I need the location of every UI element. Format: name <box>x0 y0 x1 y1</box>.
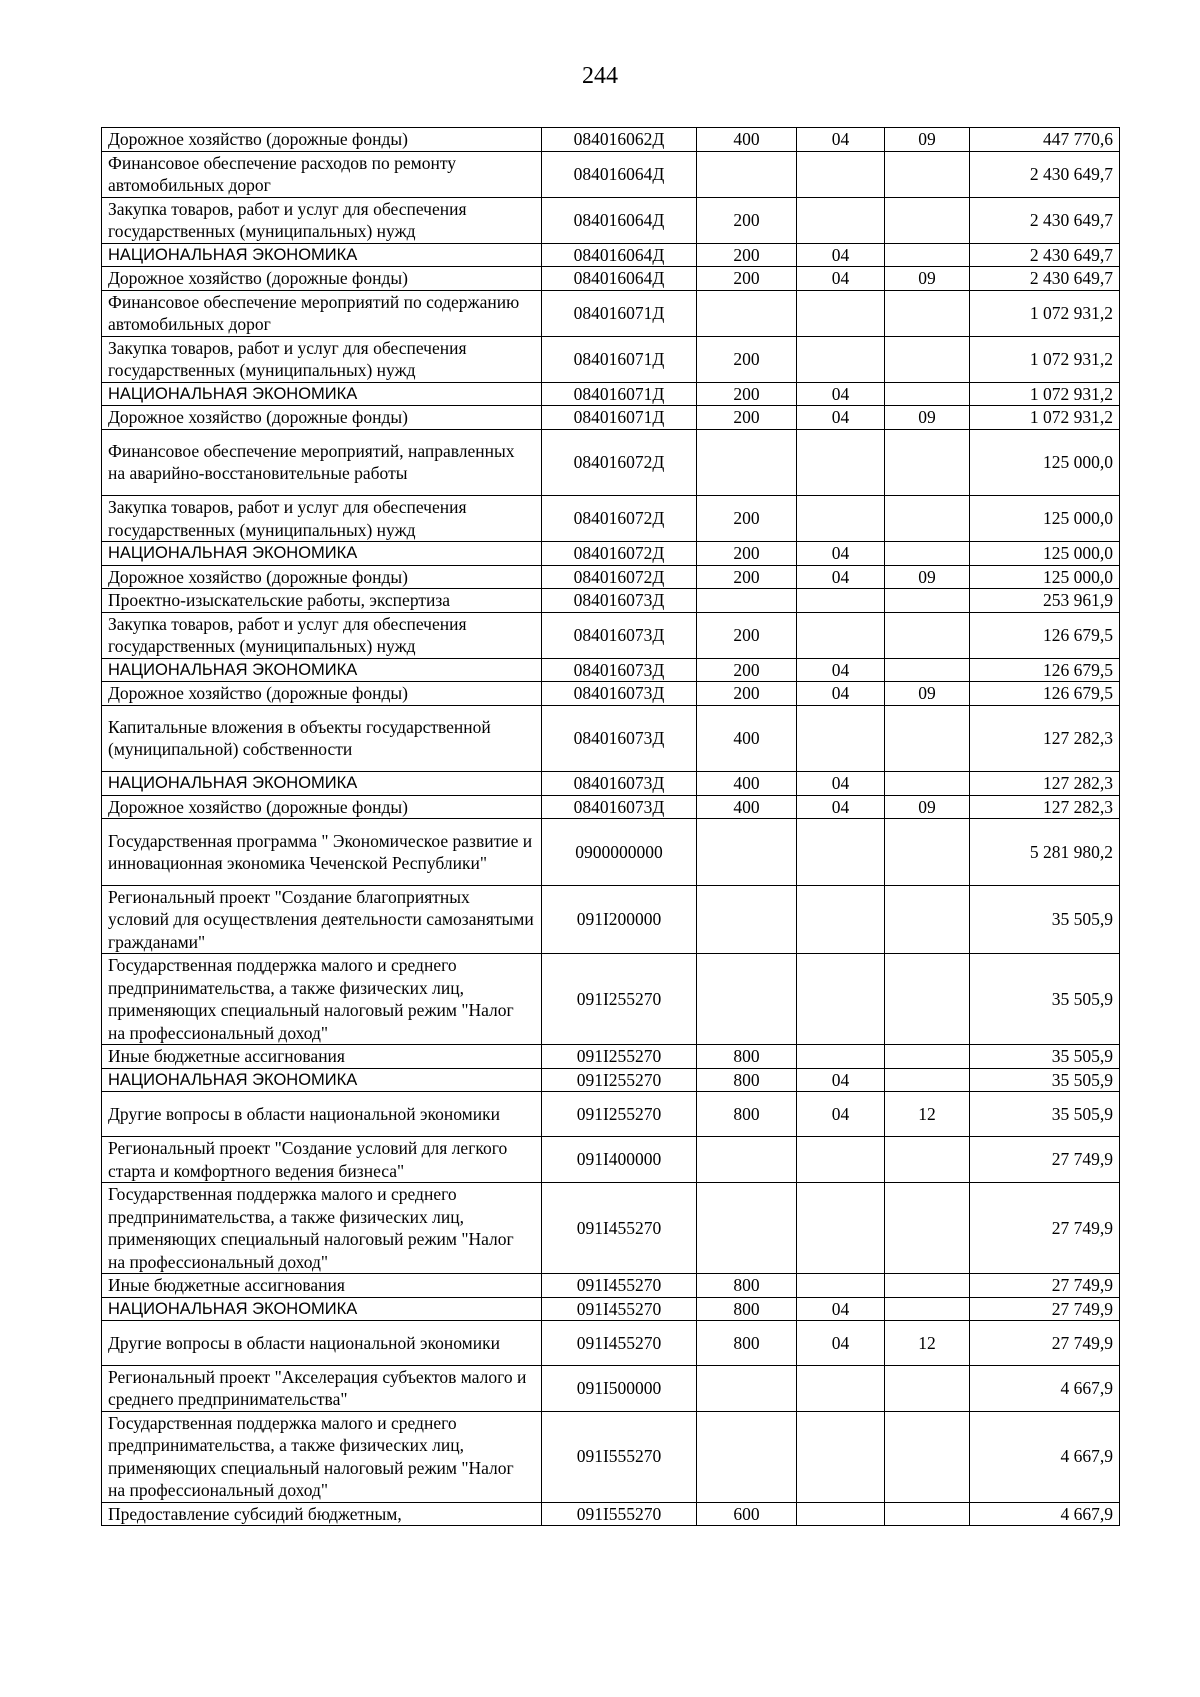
row-name-cell: Дорожное хозяйство (дорожные фонды) <box>102 267 542 291</box>
table-row <box>102 406 1120 430</box>
row-sum-cell: 125 000,0 <box>970 565 1120 589</box>
row-subsection-cell: 12 <box>885 1321 970 1366</box>
row-sum-cell: 35 505,9 <box>970 1045 1120 1069</box>
row-name-cell: Иные бюджетные ассигнования <box>102 1045 542 1069</box>
row-code-cell: 091I555270 <box>542 1411 697 1502</box>
row-name-cell: НАЦИОНАЛЬНАЯ ЭКОНОМИКА <box>102 1068 542 1092</box>
row-sum-cell: 27 749,9 <box>970 1137 1120 1183</box>
table-row <box>102 682 1120 706</box>
row-sum-cell: 4 667,9 <box>970 1502 1120 1526</box>
row-name-cell: Дорожное хозяйство (дорожные фонды) <box>102 406 542 430</box>
row-section-cell <box>797 1045 885 1069</box>
row-subsection-cell <box>885 1137 970 1183</box>
row-code-cell: 084016071Д <box>542 382 697 406</box>
table-row <box>102 1137 1120 1183</box>
row-section-cell <box>797 1274 885 1298</box>
row-subsection-cell <box>885 336 970 382</box>
row-type-cell: 200 <box>697 382 797 406</box>
row-name-cell: Дорожное хозяйство (дорожные фонды) <box>102 128 542 152</box>
table-row <box>102 1502 1120 1526</box>
row-sum-cell: 27 749,9 <box>970 1297 1120 1321</box>
table-row <box>102 589 1120 613</box>
row-name-cell: Финансовое обеспечение мероприятий по содержанию автомобильных дорог <box>102 290 542 336</box>
row-sum-cell: 27 749,9 <box>970 1274 1120 1298</box>
row-code-cell: 084016073Д <box>542 772 697 796</box>
row-name-cell: НАЦИОНАЛЬНАЯ ЭКОНОМИКА <box>102 658 542 682</box>
row-type-cell: 800 <box>697 1068 797 1092</box>
row-type-cell: 800 <box>697 1092 797 1137</box>
row-name-cell: Финансовое обеспечение мероприятий, направленных на аварийно-восстановительные работы <box>102 429 542 496</box>
row-subsection-cell <box>885 290 970 336</box>
row-code-cell: 091I455270 <box>542 1321 697 1366</box>
row-section-cell: 04 <box>797 682 885 706</box>
row-type-cell: 200 <box>697 197 797 243</box>
row-subsection-cell <box>885 589 970 613</box>
row-sum-cell: 4 667,9 <box>970 1411 1120 1502</box>
table-row <box>102 565 1120 589</box>
table-row <box>102 1274 1120 1298</box>
row-sum-cell: 2 430 649,7 <box>970 197 1120 243</box>
row-name-cell: НАЦИОНАЛЬНАЯ ЭКОНОМИКА <box>102 542 542 566</box>
row-subsection-cell <box>885 658 970 682</box>
row-section-cell <box>797 885 885 954</box>
row-type-cell <box>697 1137 797 1183</box>
row-section-cell <box>797 612 885 658</box>
row-subsection-cell <box>885 1297 970 1321</box>
row-name-cell: Другие вопросы в области национальной экономики <box>102 1321 542 1366</box>
row-code-cell: 091I255270 <box>542 1092 697 1137</box>
row-name-cell: Закупка товаров, работ и услуг для обеспечения государственных (муниципальных) нужд <box>102 197 542 243</box>
row-code-cell: 084016064Д <box>542 243 697 267</box>
page-number: 244 <box>582 63 618 89</box>
table-row <box>102 429 1120 496</box>
row-name-cell: Иные бюджетные ассигнования <box>102 1274 542 1298</box>
row-section-cell <box>797 197 885 243</box>
row-code-cell: 084016073Д <box>542 682 697 706</box>
table-row <box>102 612 1120 658</box>
row-type-cell: 200 <box>697 658 797 682</box>
row-type-cell <box>697 1183 797 1274</box>
row-subsection-cell: 09 <box>885 795 970 819</box>
row-type-cell: 200 <box>697 406 797 430</box>
row-type-cell: 600 <box>697 1502 797 1526</box>
row-name-cell: Финансовое обеспечение расходов по ремонту автомобильных дорог <box>102 151 542 197</box>
row-code-cell: 084016073Д <box>542 705 697 772</box>
row-type-cell <box>697 819 797 886</box>
row-name-cell: Государственная программа " Экономическое развитие и инновационная экономика Чеченской Республики" <box>102 819 542 886</box>
row-sum-cell: 126 679,5 <box>970 682 1120 706</box>
row-name-cell: Государственная поддержка малого и среднего предпринимательства, а также физических лиц, применяющих специальный налоговый режим "Налог на профессиональный доход" <box>102 1183 542 1274</box>
row-subsection-cell: 09 <box>885 682 970 706</box>
row-code-cell: 091I255270 <box>542 954 697 1045</box>
row-type-cell <box>697 1411 797 1502</box>
row-subsection-cell: 12 <box>885 1092 970 1137</box>
table-row <box>102 658 1120 682</box>
row-code-cell: 091I200000 <box>542 885 697 954</box>
row-section-cell <box>797 429 885 496</box>
row-code-cell: 0900000000 <box>542 819 697 886</box>
row-name-cell: НАЦИОНАЛЬНАЯ ЭКОНОМИКА <box>102 1297 542 1321</box>
row-sum-cell: 27 749,9 <box>970 1321 1120 1366</box>
row-section-cell <box>797 496 885 542</box>
row-subsection-cell <box>885 954 970 1045</box>
row-sum-cell: 4 667,9 <box>970 1365 1120 1411</box>
table-row <box>102 885 1120 954</box>
row-sum-cell: 127 282,3 <box>970 795 1120 819</box>
row-type-cell <box>697 885 797 954</box>
row-subsection-cell: 09 <box>885 128 970 152</box>
row-name-cell: Дорожное хозяйство (дорожные фонды) <box>102 682 542 706</box>
row-subsection-cell <box>885 1411 970 1502</box>
table-row <box>102 128 1120 152</box>
row-type-cell: 400 <box>697 128 797 152</box>
table-row <box>102 705 1120 772</box>
row-type-cell: 800 <box>697 1297 797 1321</box>
row-name-cell: НАЦИОНАЛЬНАЯ ЭКОНОМИКА <box>102 772 542 796</box>
row-type-cell: 800 <box>697 1321 797 1366</box>
row-type-cell: 200 <box>697 612 797 658</box>
table-row <box>102 954 1120 1045</box>
row-subsection-cell <box>885 382 970 406</box>
table-row <box>102 1045 1120 1069</box>
row-name-cell: Дорожное хозяйство (дорожные фонды) <box>102 795 542 819</box>
row-subsection-cell <box>885 1365 970 1411</box>
row-subsection-cell: 09 <box>885 565 970 589</box>
row-code-cell: 091I455270 <box>542 1297 697 1321</box>
row-name-cell: Закупка товаров, работ и услуг для обеспечения государственных (муниципальных) нужд <box>102 612 542 658</box>
row-code-cell: 084016072Д <box>542 496 697 542</box>
row-section-cell: 04 <box>797 565 885 589</box>
row-section-cell: 04 <box>797 1092 885 1137</box>
row-subsection-cell <box>885 1068 970 1092</box>
row-subsection-cell <box>885 1274 970 1298</box>
table-row <box>102 1092 1120 1137</box>
row-code-cell: 084016064Д <box>542 267 697 291</box>
row-code-cell: 091I555270 <box>542 1502 697 1526</box>
row-section-cell: 04 <box>797 542 885 566</box>
row-sum-cell: 2 430 649,7 <box>970 243 1120 267</box>
table-row <box>102 1068 1120 1092</box>
row-subsection-cell <box>885 243 970 267</box>
row-section-cell: 04 <box>797 1321 885 1366</box>
row-type-cell: 400 <box>697 795 797 819</box>
row-subsection-cell: 09 <box>885 267 970 291</box>
row-sum-cell: 35 505,9 <box>970 1068 1120 1092</box>
row-sum-cell: 27 749,9 <box>970 1183 1120 1274</box>
row-name-cell: Закупка товаров, работ и услуг для обеспечения государственных (муниципальных) нужд <box>102 336 542 382</box>
row-name-cell: Государственная поддержка малого и среднего предпринимательства, а также физических лиц, применяющих специальный налоговый режим "Налог на профессиональный доход" <box>102 1411 542 1502</box>
row-code-cell: 084016071Д <box>542 336 697 382</box>
row-sum-cell: 2 430 649,7 <box>970 151 1120 197</box>
row-sum-cell: 1 072 931,2 <box>970 406 1120 430</box>
row-sum-cell: 1 072 931,2 <box>970 336 1120 382</box>
row-section-cell <box>797 705 885 772</box>
row-section-cell: 04 <box>797 267 885 291</box>
row-subsection-cell: 09 <box>885 406 970 430</box>
row-type-cell <box>697 429 797 496</box>
row-subsection-cell <box>885 429 970 496</box>
table-row <box>102 290 1120 336</box>
row-name-cell: Региональный проект "Создание условий для легкого старта и комфортного ведения бизнеса" <box>102 1137 542 1183</box>
row-type-cell: 200 <box>697 496 797 542</box>
row-section-cell: 04 <box>797 772 885 796</box>
row-section-cell: 04 <box>797 382 885 406</box>
row-sum-cell: 125 000,0 <box>970 496 1120 542</box>
row-section-cell <box>797 1137 885 1183</box>
row-code-cell: 084016064Д <box>542 151 697 197</box>
row-sum-cell: 35 505,9 <box>970 885 1120 954</box>
row-sum-cell: 126 679,5 <box>970 612 1120 658</box>
row-section-cell <box>797 819 885 886</box>
row-type-cell <box>697 1365 797 1411</box>
row-name-cell: Другие вопросы в области национальной экономики <box>102 1092 542 1137</box>
budget-table <box>101 127 1120 1526</box>
table-row <box>102 1321 1120 1366</box>
table-row <box>102 151 1120 197</box>
row-section-cell <box>797 1411 885 1502</box>
row-section-cell <box>797 290 885 336</box>
row-section-cell: 04 <box>797 406 885 430</box>
row-subsection-cell <box>885 496 970 542</box>
row-section-cell <box>797 954 885 1045</box>
table-row <box>102 819 1120 886</box>
table-row <box>102 243 1120 267</box>
table-row <box>102 795 1120 819</box>
row-code-cell: 084016062Д <box>542 128 697 152</box>
row-name-cell: Закупка товаров, работ и услуг для обеспечения государственных (муниципальных) нужд <box>102 496 542 542</box>
row-sum-cell: 35 505,9 <box>970 1092 1120 1137</box>
row-subsection-cell <box>885 542 970 566</box>
row-code-cell: 091I400000 <box>542 1137 697 1183</box>
row-name-cell: Государственная поддержка малого и среднего предпринимательства, а также физических лиц, применяющих специальный налоговый режим "Налог на профессиональный доход" <box>102 954 542 1045</box>
row-code-cell: 091I255270 <box>542 1068 697 1092</box>
row-sum-cell: 447 770,6 <box>970 128 1120 152</box>
table-row <box>102 267 1120 291</box>
row-type-cell: 200 <box>697 336 797 382</box>
row-type-cell: 800 <box>697 1045 797 1069</box>
row-name-cell: НАЦИОНАЛЬНАЯ ЭКОНОМИКА <box>102 243 542 267</box>
table-row <box>102 772 1120 796</box>
row-code-cell: 084016072Д <box>542 429 697 496</box>
row-sum-cell: 125 000,0 <box>970 429 1120 496</box>
row-code-cell: 084016073Д <box>542 612 697 658</box>
row-code-cell: 084016072Д <box>542 542 697 566</box>
row-code-cell: 084016071Д <box>542 406 697 430</box>
row-section-cell <box>797 336 885 382</box>
row-code-cell: 084016064Д <box>542 197 697 243</box>
row-name-cell: Региональный проект "Создание благоприятных условий для осуществления деятельности самозанятыми гражданами" <box>102 885 542 954</box>
row-type-cell: 800 <box>697 1274 797 1298</box>
row-type-cell: 400 <box>697 705 797 772</box>
row-name-cell: Проектно-изыскательские работы, экспертиза <box>102 589 542 613</box>
table-row <box>102 496 1120 542</box>
row-section-cell: 04 <box>797 795 885 819</box>
table-row <box>102 382 1120 406</box>
row-section-cell: 04 <box>797 243 885 267</box>
row-code-cell: 091I500000 <box>542 1365 697 1411</box>
row-subsection-cell <box>885 1502 970 1526</box>
row-name-cell: Предоставление субсидий бюджетным, <box>102 1502 542 1526</box>
row-subsection-cell <box>885 885 970 954</box>
row-code-cell: 084016073Д <box>542 795 697 819</box>
row-subsection-cell <box>885 151 970 197</box>
row-sum-cell: 2 430 649,7 <box>970 267 1120 291</box>
row-sum-cell: 125 000,0 <box>970 542 1120 566</box>
row-sum-cell: 35 505,9 <box>970 954 1120 1045</box>
row-code-cell: 084016073Д <box>542 658 697 682</box>
row-type-cell: 200 <box>697 542 797 566</box>
table-row <box>102 197 1120 243</box>
row-code-cell: 084016072Д <box>542 565 697 589</box>
row-type-cell: 400 <box>697 772 797 796</box>
row-subsection-cell <box>885 705 970 772</box>
row-type-cell <box>697 589 797 613</box>
row-section-cell: 04 <box>797 1068 885 1092</box>
row-code-cell: 091I455270 <box>542 1183 697 1274</box>
row-code-cell: 084016073Д <box>542 589 697 613</box>
row-sum-cell: 127 282,3 <box>970 705 1120 772</box>
row-type-cell: 200 <box>697 267 797 291</box>
row-subsection-cell <box>885 772 970 796</box>
row-sum-cell: 1 072 931,2 <box>970 290 1120 336</box>
row-subsection-cell <box>885 1183 970 1274</box>
row-type-cell: 200 <box>697 565 797 589</box>
table-row <box>102 542 1120 566</box>
row-section-cell <box>797 1365 885 1411</box>
table-row <box>102 1411 1120 1502</box>
row-name-cell: Дорожное хозяйство (дорожные фонды) <box>102 565 542 589</box>
row-type-cell: 200 <box>697 243 797 267</box>
row-name-cell: Капитальные вложения в объекты государственной (муниципальной) собственности <box>102 705 542 772</box>
row-section-cell <box>797 1183 885 1274</box>
row-section-cell <box>797 1502 885 1526</box>
row-sum-cell: 5 281 980,2 <box>970 819 1120 886</box>
row-subsection-cell <box>885 612 970 658</box>
table-row <box>102 1297 1120 1321</box>
row-sum-cell: 127 282,3 <box>970 772 1120 796</box>
row-subsection-cell <box>885 819 970 886</box>
table-row <box>102 1365 1120 1411</box>
row-code-cell: 091I255270 <box>542 1045 697 1069</box>
row-type-cell <box>697 290 797 336</box>
row-subsection-cell <box>885 1045 970 1069</box>
row-section-cell <box>797 589 885 613</box>
row-type-cell <box>697 954 797 1045</box>
row-sum-cell: 126 679,5 <box>970 658 1120 682</box>
budget-table-body <box>102 128 1120 1526</box>
table-row <box>102 1183 1120 1274</box>
row-sum-cell: 1 072 931,2 <box>970 382 1120 406</box>
row-sum-cell: 253 961,9 <box>970 589 1120 613</box>
row-section-cell: 04 <box>797 1297 885 1321</box>
row-section-cell: 04 <box>797 128 885 152</box>
row-subsection-cell <box>885 197 970 243</box>
row-type-cell: 200 <box>697 682 797 706</box>
row-name-cell: НАЦИОНАЛЬНАЯ ЭКОНОМИКА <box>102 382 542 406</box>
row-type-cell <box>697 151 797 197</box>
row-section-cell <box>797 151 885 197</box>
row-code-cell: 084016071Д <box>542 290 697 336</box>
row-code-cell: 091I455270 <box>542 1274 697 1298</box>
table-row <box>102 336 1120 382</box>
row-name-cell: Региональный проект "Акселерация субъектов малого и среднего предпринимательства" <box>102 1365 542 1411</box>
row-section-cell: 04 <box>797 658 885 682</box>
